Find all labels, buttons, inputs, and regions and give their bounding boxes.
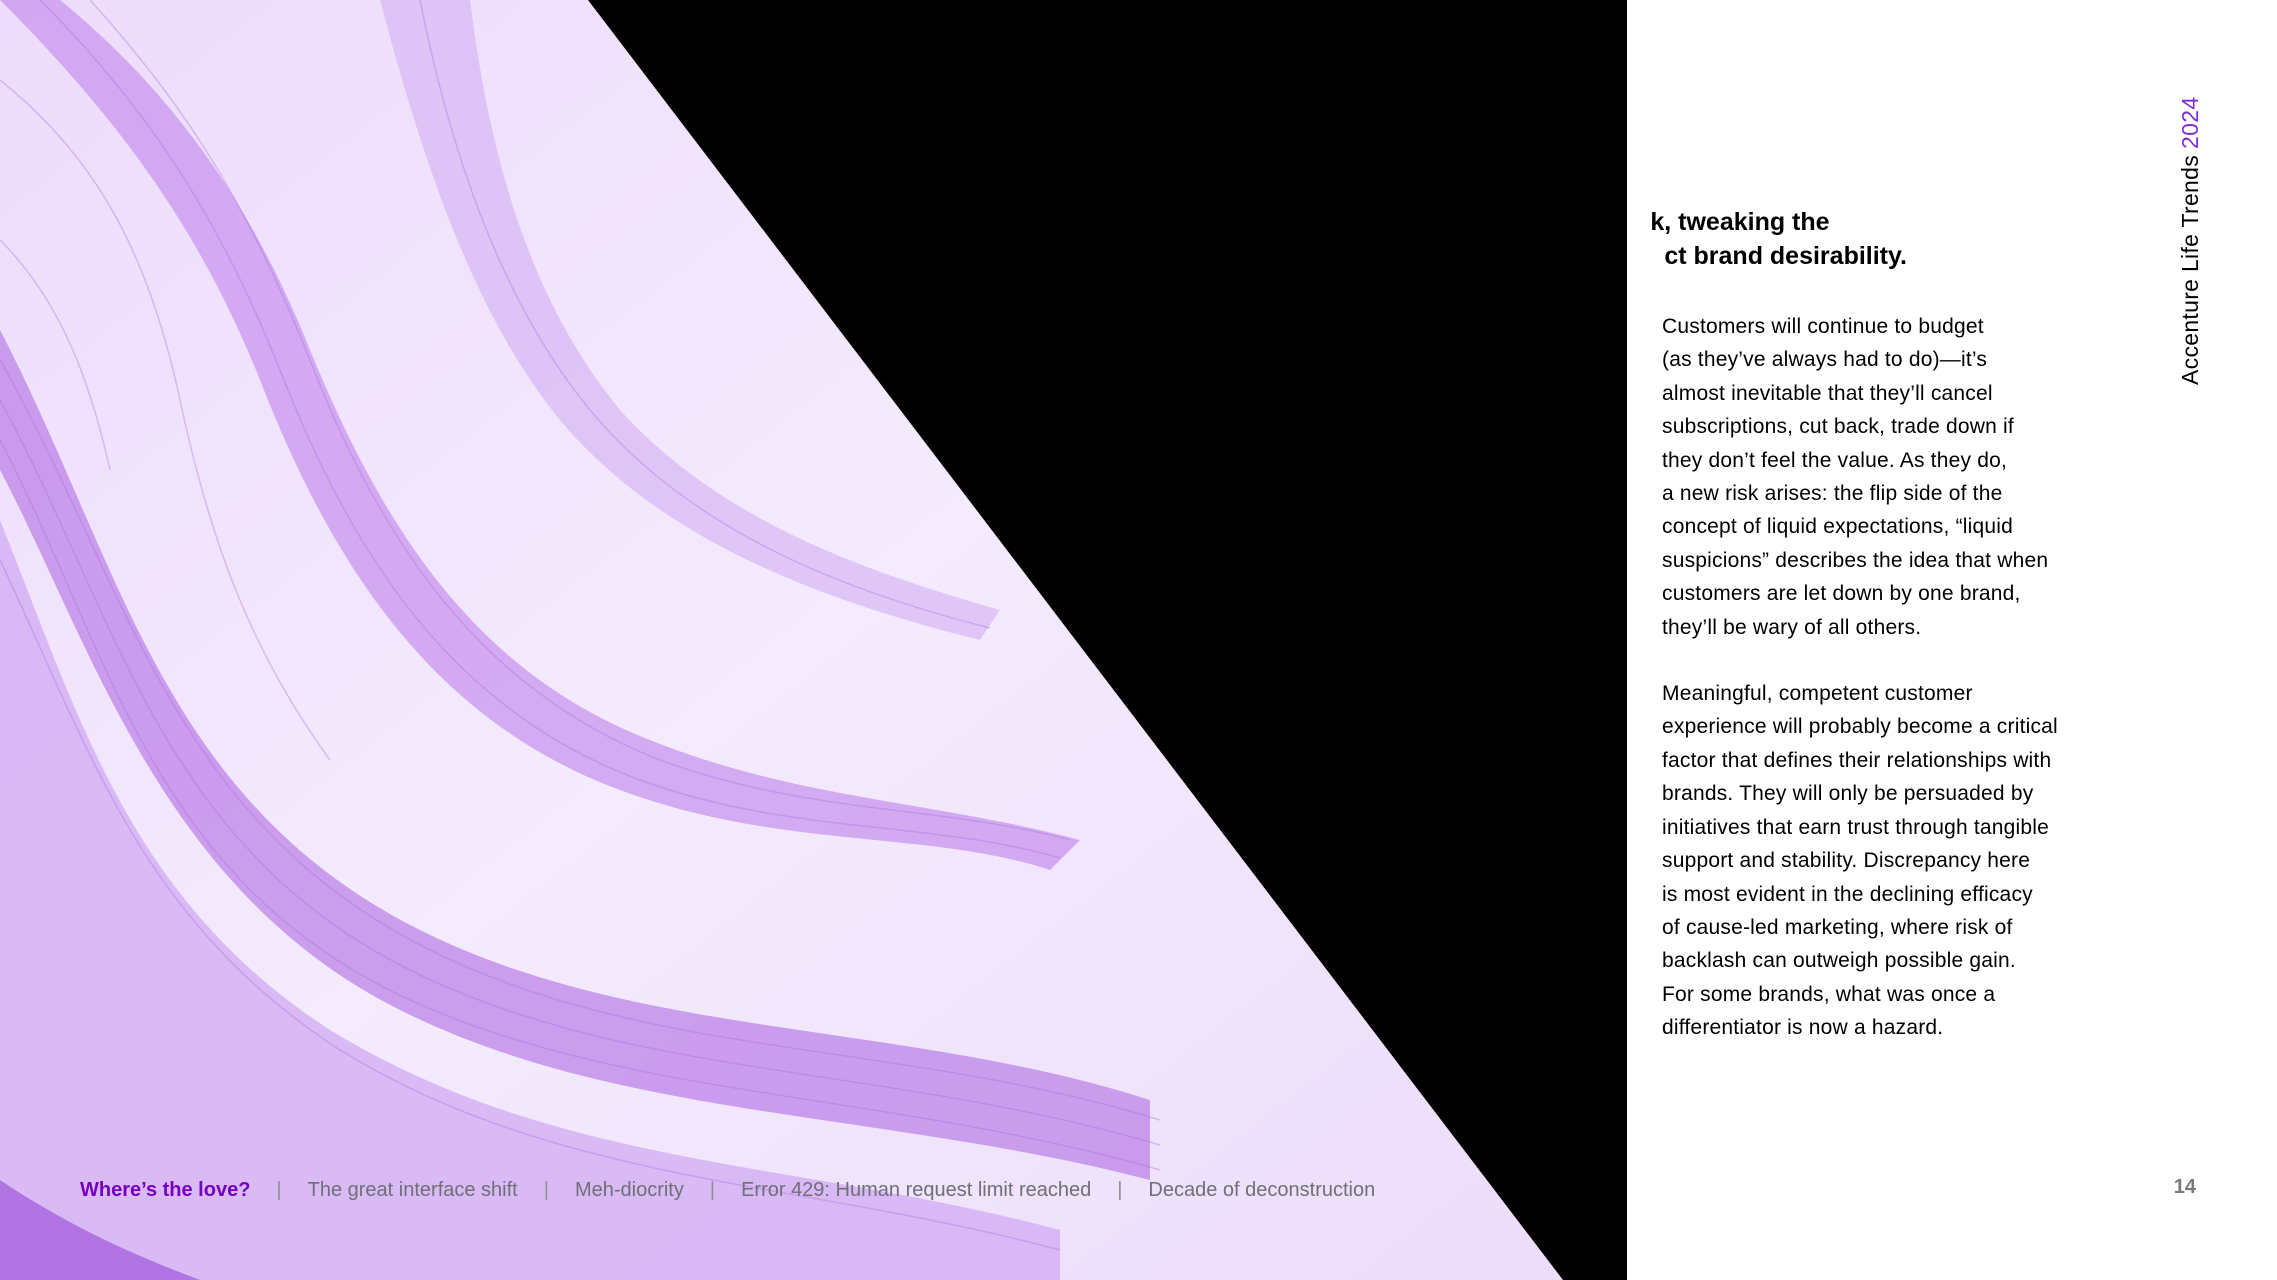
heading-line-2: ct brand desirability. [1664, 242, 1907, 270]
heading-clip [1627, 205, 1907, 285]
paragraph-2: Meaningful, competent customer experience will probably become a critical factor that defines their relationships with brands. They will only be persuaded by initiatives that earn trust through tangible support and stability. Discrepancy here is most evident in the declining efficacy of cause-led marketing, where risk of backlash can outweigh possible gain. For some brands, what was once a differentiator is now a hazard. [1662, 682, 2058, 1040]
report-title-text: Accenture Life Trends [2177, 154, 2203, 385]
heading-line-1: k, tweaking the [1650, 208, 1830, 236]
nav-separator: | [1117, 1178, 1123, 1201]
nav-item-meh-diocrity[interactable]: Meh-diocrity [574, 1178, 684, 1201]
nav-separator: | [709, 1178, 716, 1201]
report-title-year: 2024 [2177, 96, 2203, 149]
page-number: 14 [2173, 1176, 2196, 1198]
chapter-nav [80, 1175, 1375, 1205]
body-text [1662, 310, 2132, 1078]
report-title-vertical [2170, 75, 2210, 385]
nav-item-decade-of-deconstruction[interactable]: Decade of deconstruction [1148, 1178, 1376, 1201]
paragraph-1: Customers will continue to budget (as they’ve always had to do)—it’s almost inevitable that they’ll cancel subscriptions, cut back, trade down if they don’t feel the value. As they do, a new risk arises: the flip side of the concept of liquid expectations, “liquid suspicions” describes the idea that when customers are let down by one brand, they’ll be wary of all others. [1662, 315, 2049, 639]
nav-separator: | [276, 1178, 282, 1201]
nav-item-error-429[interactable]: Error 429: Human request limit reached [741, 1178, 1092, 1201]
nav-separator: | [543, 1178, 549, 1201]
nav-item-great-interface-shift[interactable]: The great interface shift [307, 1178, 518, 1201]
nav-item-wheres-the-love[interactable]: Where’s the love? [80, 1178, 251, 1201]
section-heading [1650, 205, 1907, 273]
